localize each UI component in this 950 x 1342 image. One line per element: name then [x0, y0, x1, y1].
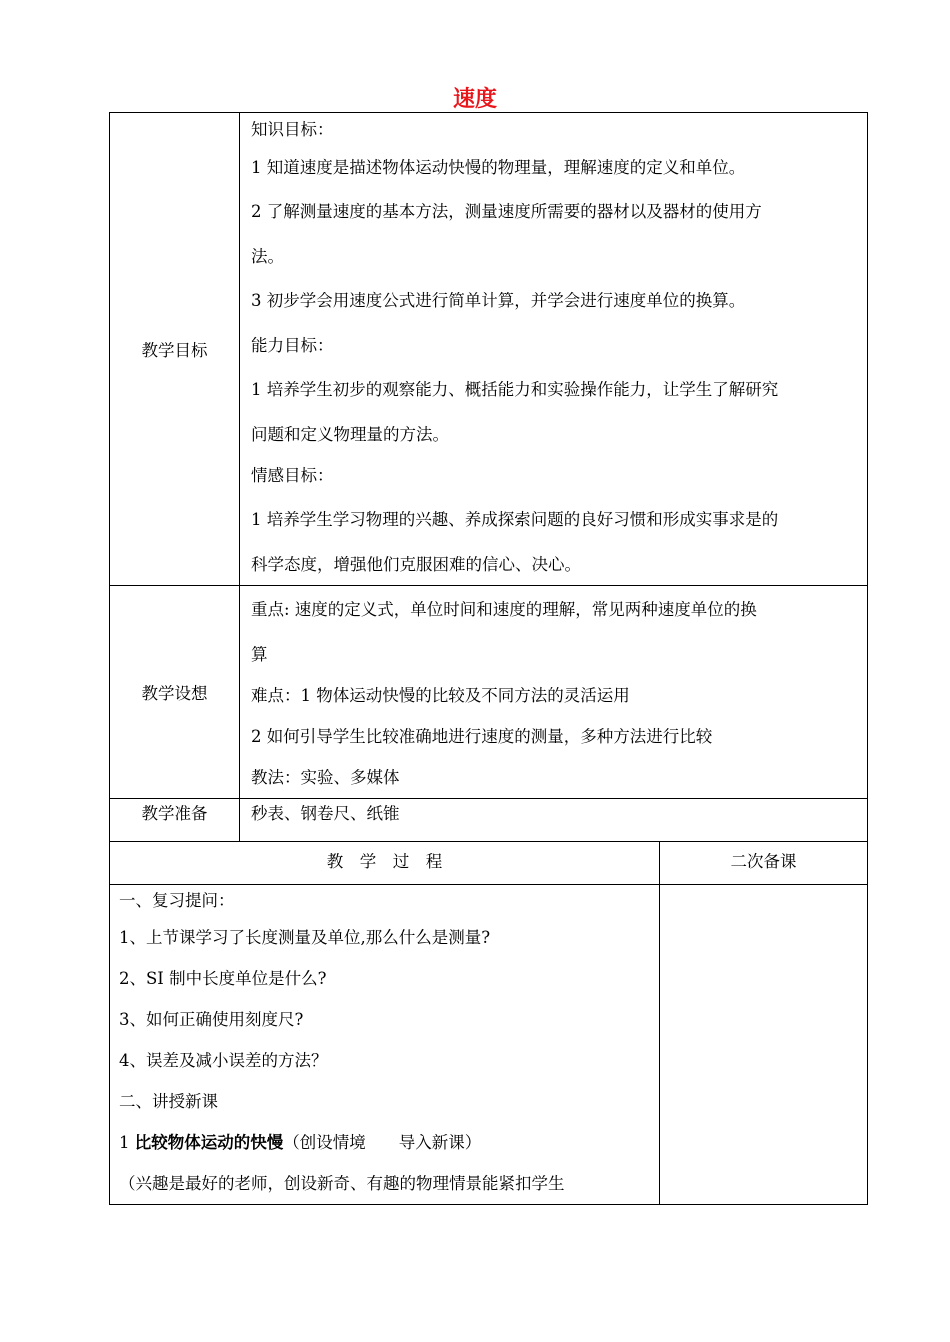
- process-line: 4、误差及减小误差的方法？: [119, 1051, 328, 1070]
- goals-row: [110, 113, 868, 586]
- process-line: （兴趣是最好的老师，创设新奇、有趣的物理情景能紧扣学生: [119, 1174, 565, 1193]
- second-prep-header: 二次备课: [660, 842, 868, 885]
- design-line: 算: [251, 645, 268, 664]
- design-line: 2 如何引导学生比较准确地进行速度的测量，多种方法进行比较: [251, 727, 713, 746]
- goals-line: 1 知道速度是描述物体运动快慢的物理量，理解速度的定义和单位。: [251, 158, 746, 177]
- goals-line: 2 了解测量速度的基本方法，测量速度所需要的器材以及器材的使用方: [251, 202, 762, 221]
- process-content: [110, 885, 660, 1205]
- goals-line: 情感目标：: [251, 466, 334, 485]
- process-header-row: [110, 842, 868, 885]
- item1-prefix: 1: [119, 1133, 135, 1152]
- process-header: 教 学 过 程: [110, 842, 660, 885]
- prep-row: [110, 799, 868, 842]
- process-line: 一、复习提问：: [119, 891, 235, 910]
- prep-content: [240, 799, 868, 842]
- item1-bold: 比较物体运动的快慢: [134, 1133, 284, 1152]
- goals-line: 法。: [251, 247, 284, 266]
- design-line: 重点: 速度的定义式，单位时间和速度的理解，常见两种速度单位的换: [251, 600, 757, 619]
- goals-line: 知识目标：: [251, 120, 334, 139]
- process-line: 2、SI 制中长度单位是什么?: [119, 969, 327, 988]
- page-title: 速度: [452, 86, 497, 112]
- prep-label: 教学准备: [110, 799, 240, 842]
- item1-rest: （创设情境 导入新课）: [283, 1133, 482, 1152]
- goals-line: 问题和定义物理量的方法。: [251, 425, 449, 444]
- lesson-plan-table: [109, 112, 868, 1205]
- goals-line: 科学态度，增强他们克服困难的信心、决心。: [251, 555, 581, 574]
- goals-line: 1 培养学生初步的观察能力、概括能力和实验操作能力，让学生了解研究: [251, 380, 779, 399]
- goals-line: 1 培养学生学习物理的兴趣、养成探索问题的良好习惯和形成实事求是的: [251, 510, 779, 529]
- process-line: 1、上节课学习了长度测量及单位,那么什么是测量?: [119, 928, 491, 947]
- goals-label: 教学目标: [110, 113, 240, 586]
- process-line: 二、讲授新课: [119, 1092, 218, 1111]
- design-label: 教学设想: [110, 586, 240, 799]
- goals-line: 3 初步学会用速度公式进行简单计算，并学会进行速度单位的换算。: [251, 291, 746, 310]
- design-line: 教法：实验、多媒体: [251, 768, 400, 787]
- process-line: 3、如何正确使用刻度尺?: [119, 1010, 304, 1029]
- process-item-1: [119, 1122, 651, 1163]
- prep-value: 秒表、钢卷尺、纸锥: [251, 804, 400, 823]
- goals-line: 能力目标：: [251, 336, 334, 355]
- design-content: [240, 586, 868, 799]
- process-row: [110, 885, 868, 1205]
- design-row: [110, 586, 868, 799]
- goals-content: [240, 113, 868, 586]
- second-prep-content: [660, 885, 868, 1205]
- design-line: 难点：1 物体运动快慢的比较及不同方法的灵活运用: [251, 686, 630, 705]
